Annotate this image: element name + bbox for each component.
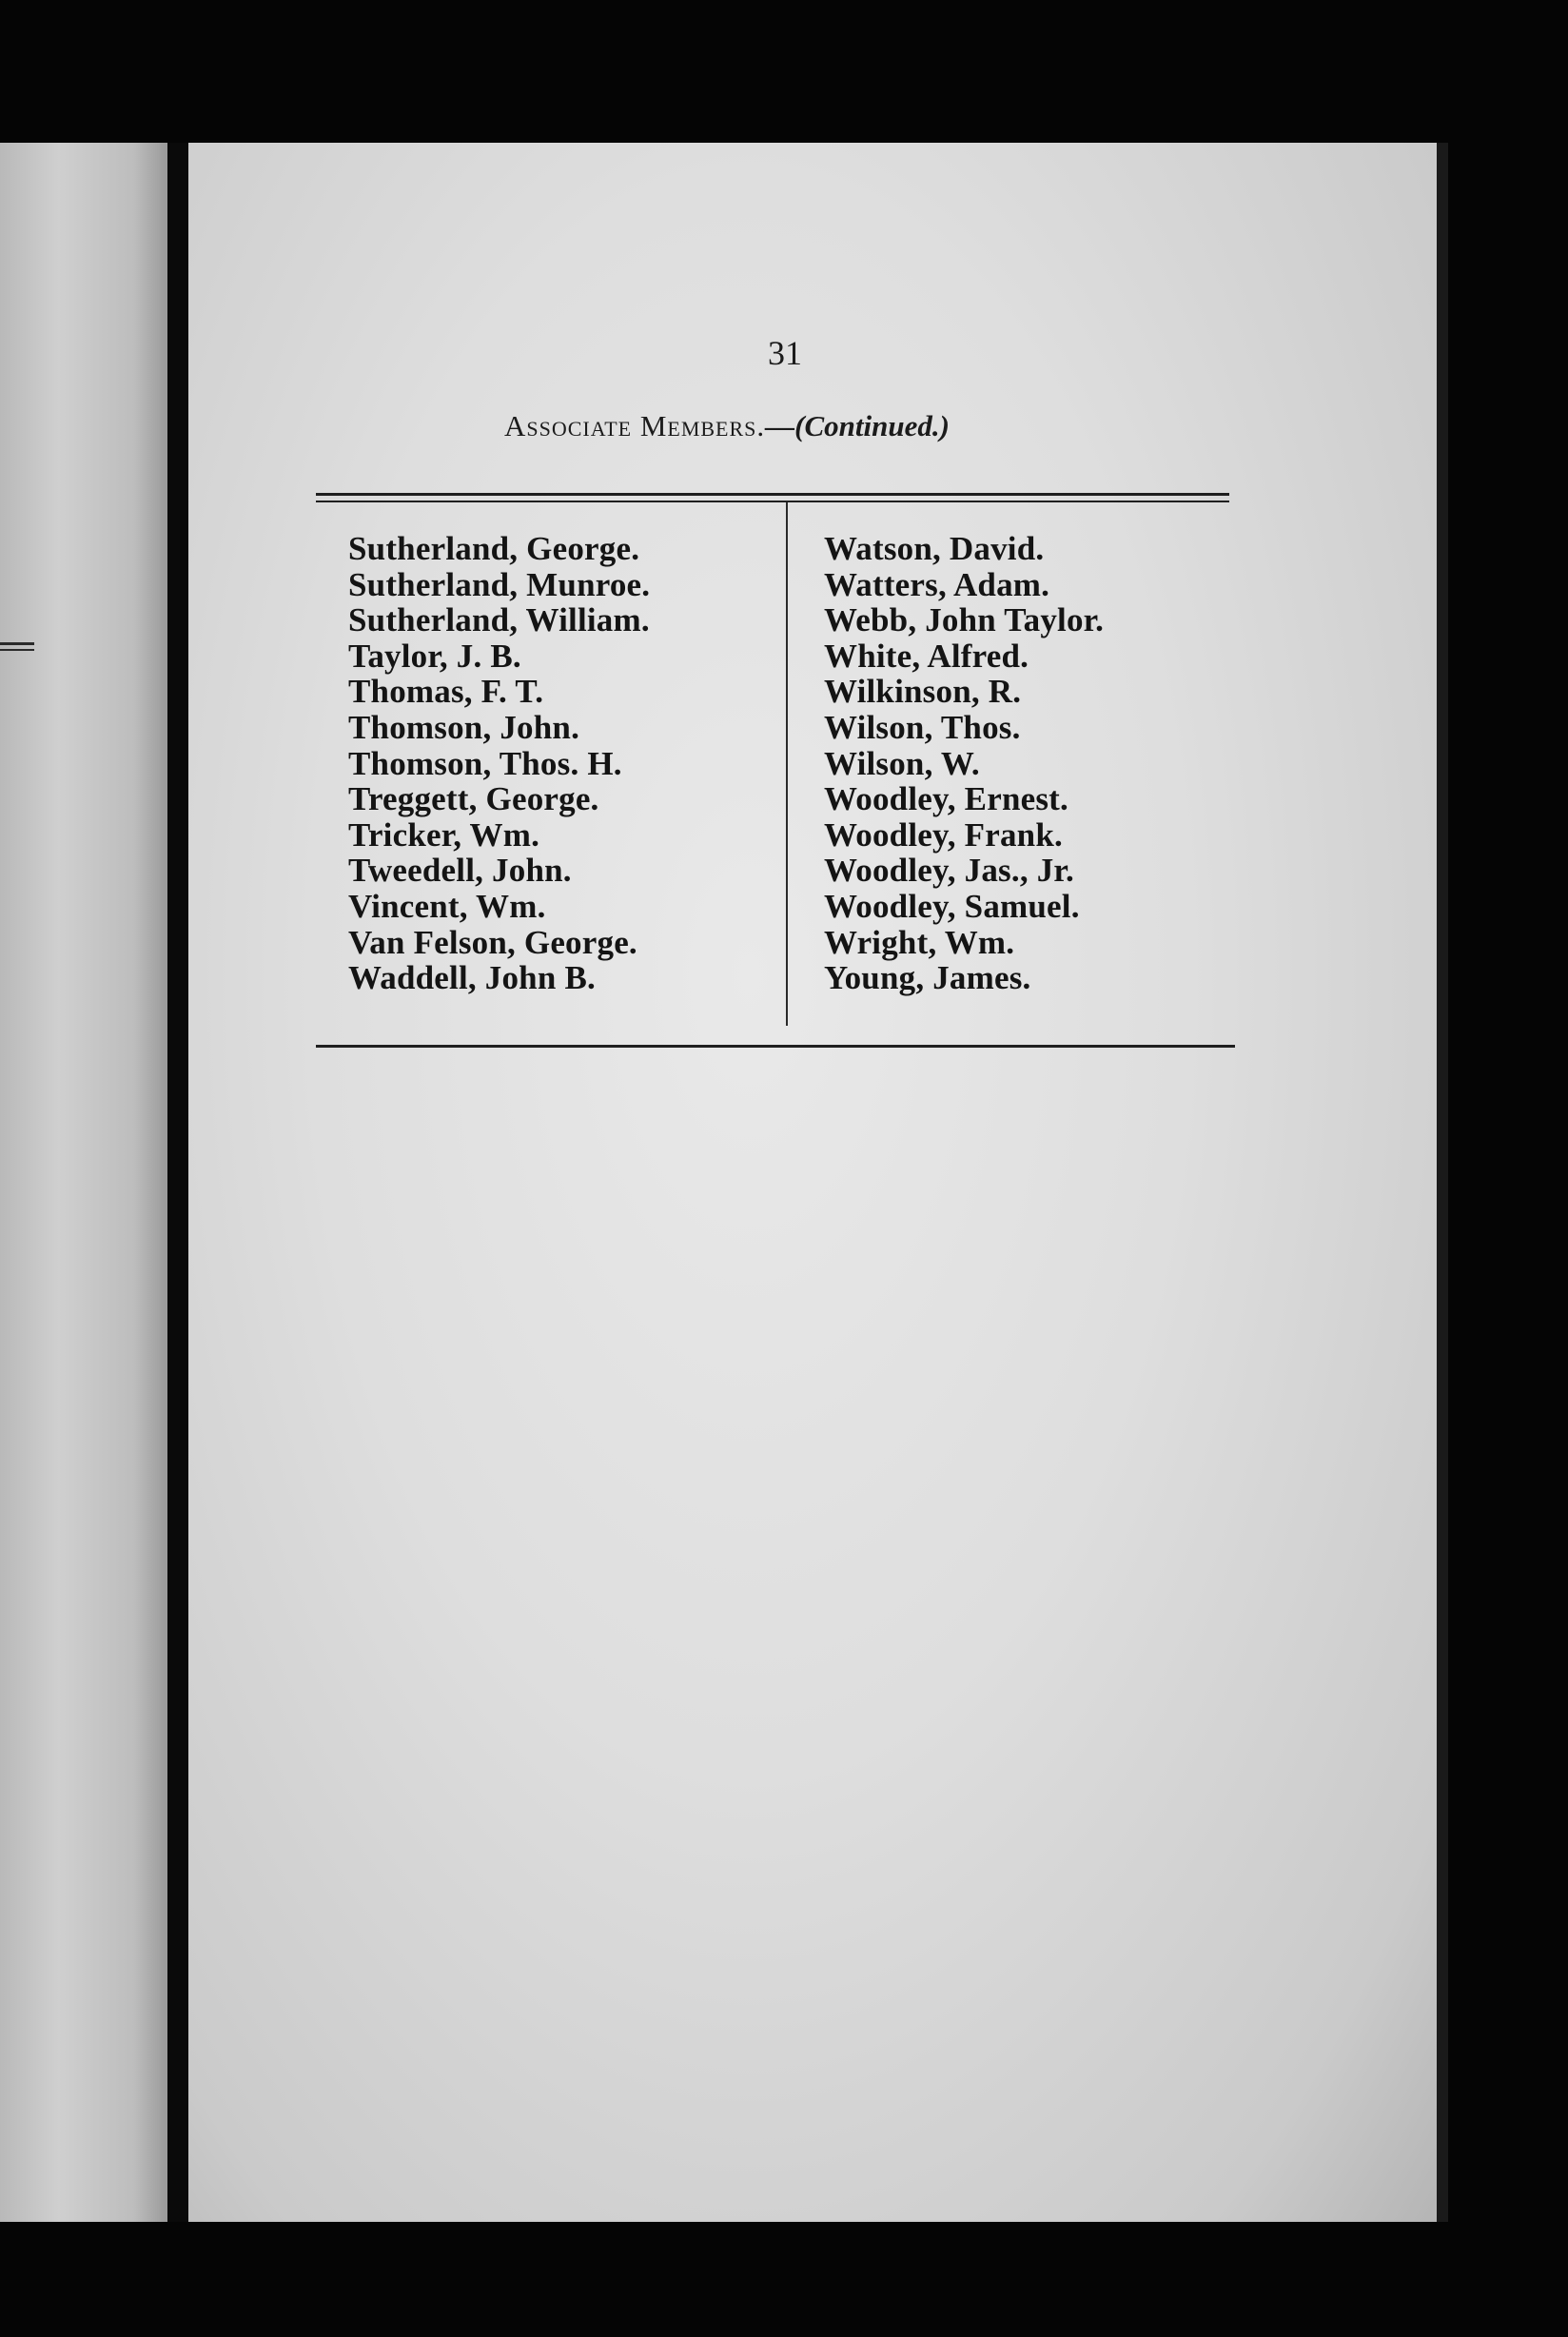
member-name: Woodley, Samuel. — [824, 887, 1080, 925]
previous-page-fragment — [0, 143, 167, 2222]
member-name: Woodley, Frank. — [824, 815, 1063, 854]
member-name: Wilson, W. — [824, 744, 980, 782]
member-name: Treggett, George. — [348, 780, 599, 818]
member-name: Watson, David. — [824, 530, 1045, 567]
member-name: White, Alfred. — [824, 637, 1029, 675]
member-name: Watters, Adam. — [824, 565, 1050, 603]
member-name: Thomson, Thos. H. — [348, 744, 622, 782]
top-double-rule — [316, 493, 1229, 496]
member-name: Sutherland, William. — [348, 601, 650, 639]
section-heading — [504, 409, 1075, 443]
column-divider — [786, 502, 788, 1026]
member-name: Woodley, Ernest. — [824, 780, 1068, 818]
member-name: Thomson, John. — [348, 708, 580, 746]
member-list-right — [824, 531, 1224, 996]
member-name: Sutherland, George. — [348, 530, 640, 567]
heading-continued: —(Continued.) — [765, 409, 950, 442]
member-name: Wilson, Thos. — [824, 708, 1021, 746]
member-name: Taylor, J. B. — [348, 637, 521, 675]
page-edge-shadow — [1437, 143, 1448, 2222]
member-list-left — [348, 531, 776, 996]
previous-page-rule — [0, 642, 34, 645]
top-double-rule-lower — [316, 501, 1229, 502]
member-name: Vincent, Wm. — [348, 887, 546, 925]
member-name: Waddell, John B. — [348, 959, 596, 997]
member-name: Wright, Wm. — [824, 923, 1015, 961]
member-name: Webb, John Taylor. — [824, 601, 1105, 639]
previous-page-rule-second — [0, 649, 34, 651]
page-31 — [188, 143, 1437, 2222]
member-name: Tricker, Wm. — [348, 815, 540, 854]
member-name: Van Felson, George. — [348, 923, 637, 961]
bottom-rule — [316, 1045, 1235, 1048]
member-name: Sutherland, Munroe. — [348, 565, 651, 603]
book-gutter — [167, 143, 188, 2222]
member-name: Tweedell, John. — [348, 852, 572, 890]
page-number: 31 — [768, 334, 802, 372]
member-name: Thomas, F. T. — [348, 673, 544, 711]
heading-title: Associate Members. — [504, 409, 766, 442]
member-name: Young, James. — [824, 959, 1031, 997]
member-name: Wilkinson, R. — [824, 673, 1022, 711]
member-name: Woodley, Jas., Jr. — [824, 852, 1074, 890]
